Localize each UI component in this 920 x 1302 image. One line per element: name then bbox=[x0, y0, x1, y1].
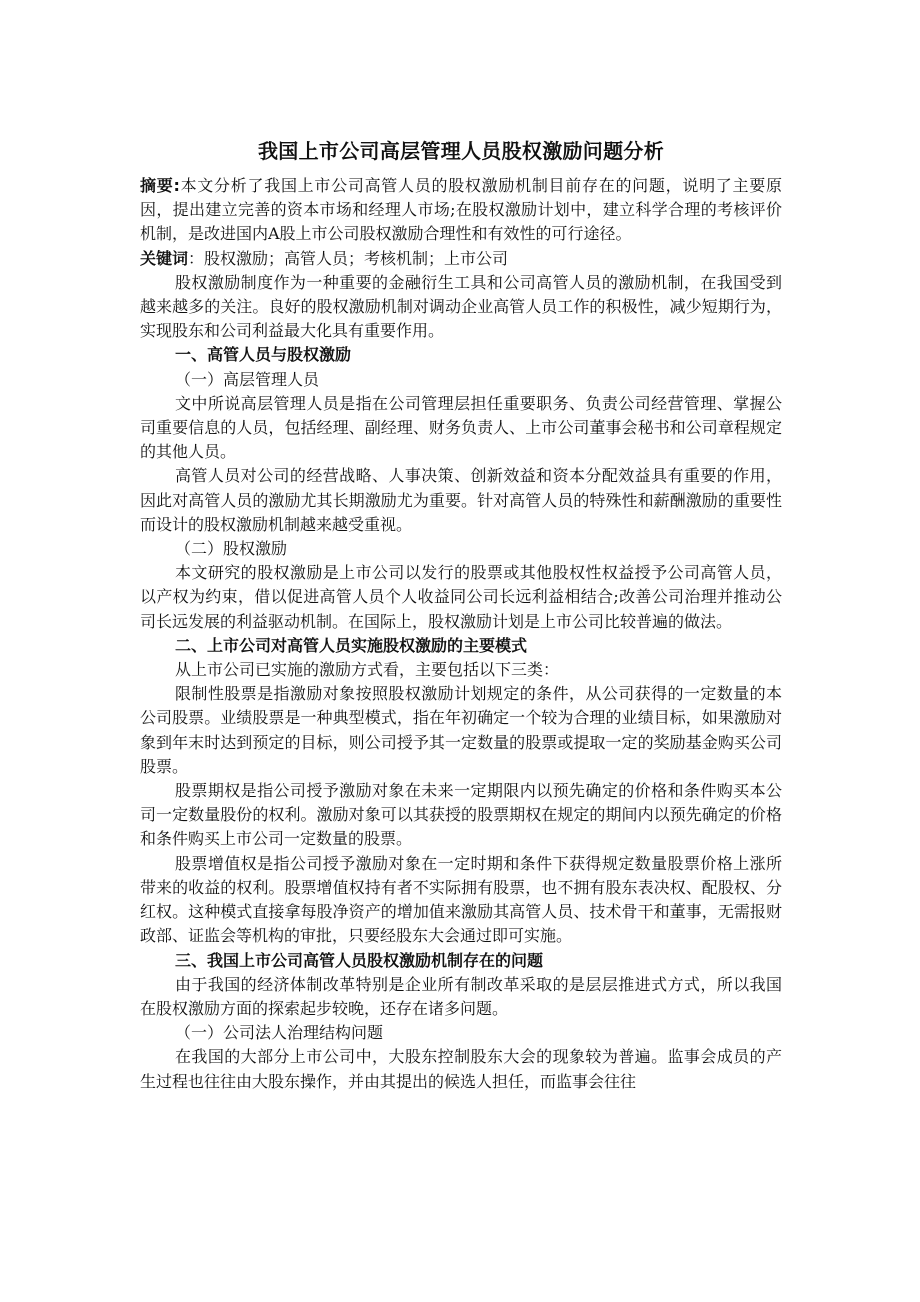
section2-heading: 二、上市公司对高管人员实施股权激励的主要模式 bbox=[175, 635, 528, 655]
section3-heading: 三、我国上市公司高管人员股权激励机制存在的问题 bbox=[175, 950, 544, 970]
keywords-label: 关键词 bbox=[140, 248, 189, 268]
abstract-label: 摘要: bbox=[140, 176, 180, 195]
intro-paragraph: 股权激励制度作为一种重要的金融衍生工具和公司高管人员的激励机制，在我国受到越来越多的关注。良好的股权激励机制对调动企业高管人员工作的积极性，减少短期行为，实现股东和公司利益最大化具有重要作用。 bbox=[140, 272, 782, 341]
section1-subheading-1: （一）高层管理人员 bbox=[175, 369, 320, 389]
document-title: 我国上市公司高层管理人员股权激励问题分析 bbox=[258, 139, 664, 163]
keywords-paragraph bbox=[140, 247, 782, 271]
abstract-text: 本文分析了我国上市公司高管人员的股权激励机制目前存在的问题，说明了主要原因，提出建立完善的资本市场和经理人市场;在股权激励计划中，建立科学合理的考核评价机制，是改进国内A股上市公司股权激励合理性和有效性的可行途径。 bbox=[140, 176, 782, 244]
abstract-paragraph bbox=[140, 174, 782, 247]
section1-paragraph-3: 本文研究的股权激励是上市公司以发行的股票或其他股权性权益授予公司高管人员，以产权为约束，借以促进高管人员个人收益同公司长远利益相结合;改善公司治理并推动公司长远发展的利益驱动机制。在国际上，股权激励计划是上市公司比较普遍的做法。 bbox=[140, 563, 782, 631]
section1-paragraph-2: 高管人员对公司的经营战略、人事决策、创新效益和资本分配效益具有重要的作用，因此对高管人员的激励尤其长期激励尤为重要。针对高管人员的特殊性和薪酬激励的重要性而设计的股权激励机制越来越受重视。 bbox=[140, 466, 782, 534]
section1-paragraph-1: 文中所说高层管理人员是指在公司管理层担任重要职务、负责公司经营管理、掌握公司重要信息的人员，包括经理、副经理、财务负责人、上市公司董事会秘书和公司章程规定的其他人员。 bbox=[140, 393, 782, 462]
section1-subheading-2: （二）股权激励 bbox=[175, 539, 288, 559]
keywords-text: ：股权激励；高管人员；考核机制；上市公司 bbox=[188, 248, 509, 268]
document-page bbox=[140, 137, 782, 1094]
section2-paragraph-2: 限制性股票是指激励对象按照股权激励计划规定的条件，从公司获得的一定数量的本公司股票。业绩股票是一种典型模式，指在年初确定一个较为合理的业绩目标，如果激励对象到年末时达到预定的目标，则公司授予其一定数量的股票或提取一定的奖励基金购买公司股票。 bbox=[140, 684, 782, 776]
section1-heading: 一、高管人员与股权激励 bbox=[175, 345, 352, 365]
section3-paragraph-2: 在我国的大部分上市公司中，大股东控制股东大会的现象较为普遍。监事会成员的产生过程也往往由大股东操作，并由其提出的候选人担任，而监事会往往 bbox=[140, 1047, 782, 1091]
section3-paragraph-1: 由于我国的经济体制改革特别是企业所有制改革采取的是层层推进式方式，所以我国在股权激励方面的探索起步较晚，还存在诸多问题。 bbox=[140, 974, 782, 1018]
section3-subheading-1: （一）公司法人治理结构问题 bbox=[175, 1023, 384, 1043]
section2-paragraph-1: 从上市公司已实施的激励方式看，主要包括以下三类： bbox=[175, 660, 560, 680]
section2-paragraph-3: 股票期权是指公司授予激励对象在未来一定期限内以预先确定的价格和条件购买本公司一定数量股份的权利。激励对象可以其获授的股票期权在规定的期间内以预先确定的价格和条件购买上市公司一定数量的股票。 bbox=[140, 781, 782, 849]
section2-paragraph-4: 股票增值权是指公司授予激励对象在一定时期和条件下获得规定数量股票价格上涨所带来的收益的权利。股票增值权持有者不实际拥有股票，也不拥有股东表决权、配股权、分红权。这种模式直接拿每股净资产的增加值来激励其高管人员、技术骨干和董事，无需报财政部、证监会等机构的审批，只要经股东大会通过即可实施。 bbox=[140, 853, 782, 946]
